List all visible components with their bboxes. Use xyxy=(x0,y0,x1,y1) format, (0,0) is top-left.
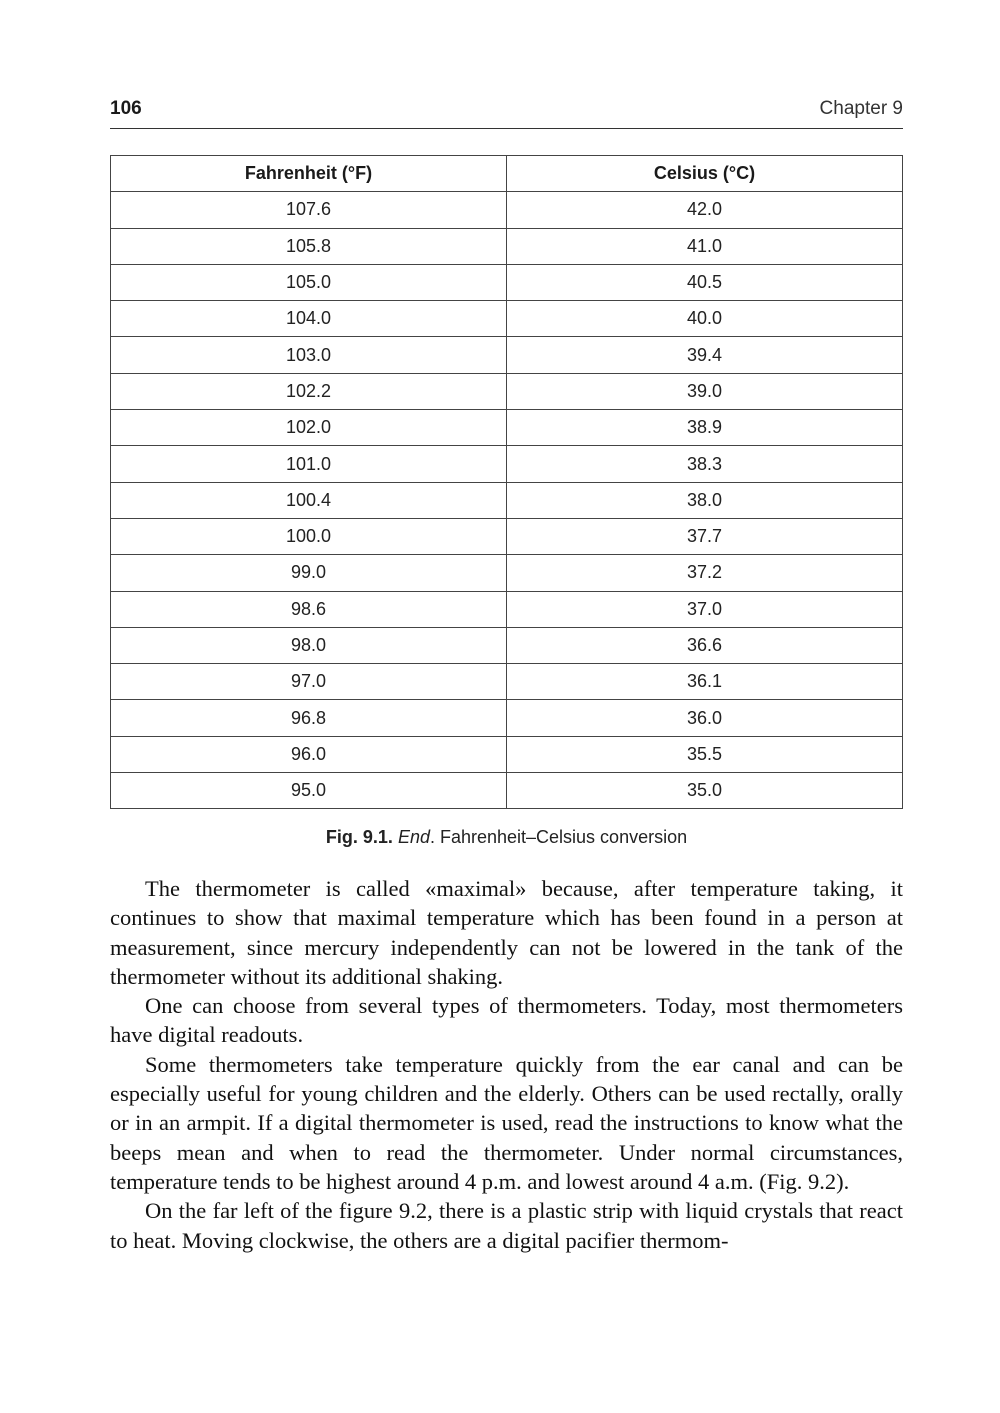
fahrenheit-cell: 103.0 xyxy=(111,337,507,373)
fahrenheit-cell: 99.0 xyxy=(111,555,507,591)
conversion-table xyxy=(110,155,903,809)
table-row xyxy=(111,410,903,446)
table-row xyxy=(111,555,903,591)
paragraph: On the far left of the figure 9.2, there is a plastic strip with liquid crystals that react to heat. Moving clockwise, the others are a digital pacifier thermom- xyxy=(110,1198,903,1253)
paragraph: The thermometer is called «maximal» because, after temperature taking, it continues to show that maximal temperature which has been found in a person at measurement, since mercury independently can not be lowered in the tank of the thermometer without its additional shaking. xyxy=(110,876,903,989)
table-row xyxy=(111,591,903,627)
fahrenheit-cell: 105.8 xyxy=(111,228,507,264)
fahrenheit-cell: 102.0 xyxy=(111,410,507,446)
table-row xyxy=(111,301,903,337)
table-row xyxy=(111,337,903,373)
celsius-cell: 37.2 xyxy=(507,555,903,591)
celsius-cell: 39.0 xyxy=(507,373,903,409)
celsius-cell: 36.0 xyxy=(507,700,903,736)
fahrenheit-cell: 97.0 xyxy=(111,664,507,700)
page-header xyxy=(110,96,903,129)
figure-caption xyxy=(110,827,903,848)
column-header-celsius: Celsius (°C) xyxy=(507,156,903,192)
fahrenheit-cell: 98.6 xyxy=(111,591,507,627)
paragraph: Some thermometers take temperature quickly from the ear canal and can be especially useful for young children and the elderly. Others can be used rectally, orally or in an armpit. If a digital thermometer is used, read the instructions to know what the beeps mean and when to read the thermometer. Under normal circumstances, temperature tends to be highest around 4 p.m. and lowest around 4 a.m. (Fig. 9.2). xyxy=(110,1051,903,1194)
fahrenheit-cell: 104.0 xyxy=(111,301,507,337)
celsius-cell: 40.5 xyxy=(507,264,903,300)
celsius-cell: 40.0 xyxy=(507,301,903,337)
celsius-cell: 35.0 xyxy=(507,773,903,809)
fahrenheit-cell: 95.0 xyxy=(111,773,507,809)
figure-label: Fig. 9.1. xyxy=(325,827,393,847)
celsius-cell: 38.0 xyxy=(507,482,903,518)
table-row xyxy=(111,664,903,700)
celsius-cell: 36.6 xyxy=(507,627,903,663)
table-row xyxy=(111,373,903,409)
fahrenheit-cell: 96.0 xyxy=(111,736,507,772)
table-row xyxy=(111,446,903,482)
column-header-fahrenheit: Fahrenheit (°F) xyxy=(111,156,507,192)
table-row xyxy=(111,264,903,300)
fahrenheit-cell: 105.0 xyxy=(111,264,507,300)
celsius-cell: 38.3 xyxy=(507,446,903,482)
fahrenheit-cell: 102.2 xyxy=(111,373,507,409)
celsius-cell: 35.5 xyxy=(507,736,903,772)
body-text xyxy=(110,874,903,1255)
page-number: 106 xyxy=(110,98,142,119)
table-header-row xyxy=(111,156,903,192)
table-row xyxy=(111,700,903,736)
celsius-cell: 37.7 xyxy=(507,518,903,554)
table-row xyxy=(111,228,903,264)
paragraph: One can choose from several types of thermometers. Today, most thermometers have digital readouts. xyxy=(110,993,903,1048)
table-row xyxy=(111,518,903,554)
celsius-cell: 42.0 xyxy=(507,192,903,228)
running-head: Chapter 9 xyxy=(819,98,903,119)
table-row xyxy=(111,736,903,772)
fahrenheit-cell: 100.4 xyxy=(111,482,507,518)
fahrenheit-cell: 96.8 xyxy=(111,700,507,736)
celsius-cell: 39.4 xyxy=(507,337,903,373)
table-row xyxy=(111,773,903,809)
fahrenheit-cell: 100.0 xyxy=(111,518,507,554)
table-row xyxy=(111,627,903,663)
table-row xyxy=(111,482,903,518)
celsius-cell: 36.1 xyxy=(507,664,903,700)
celsius-cell: 38.9 xyxy=(507,410,903,446)
figure-caption-text: . Fahrenheit–Celsius conversion xyxy=(429,827,688,847)
figure-end-marker: End xyxy=(397,827,430,847)
celsius-cell: 41.0 xyxy=(507,228,903,264)
table-row xyxy=(111,192,903,228)
celsius-cell: 37.0 xyxy=(507,591,903,627)
fahrenheit-cell: 101.0 xyxy=(111,446,507,482)
fahrenheit-cell: 98.0 xyxy=(111,627,507,663)
fahrenheit-cell: 107.6 xyxy=(111,192,507,228)
